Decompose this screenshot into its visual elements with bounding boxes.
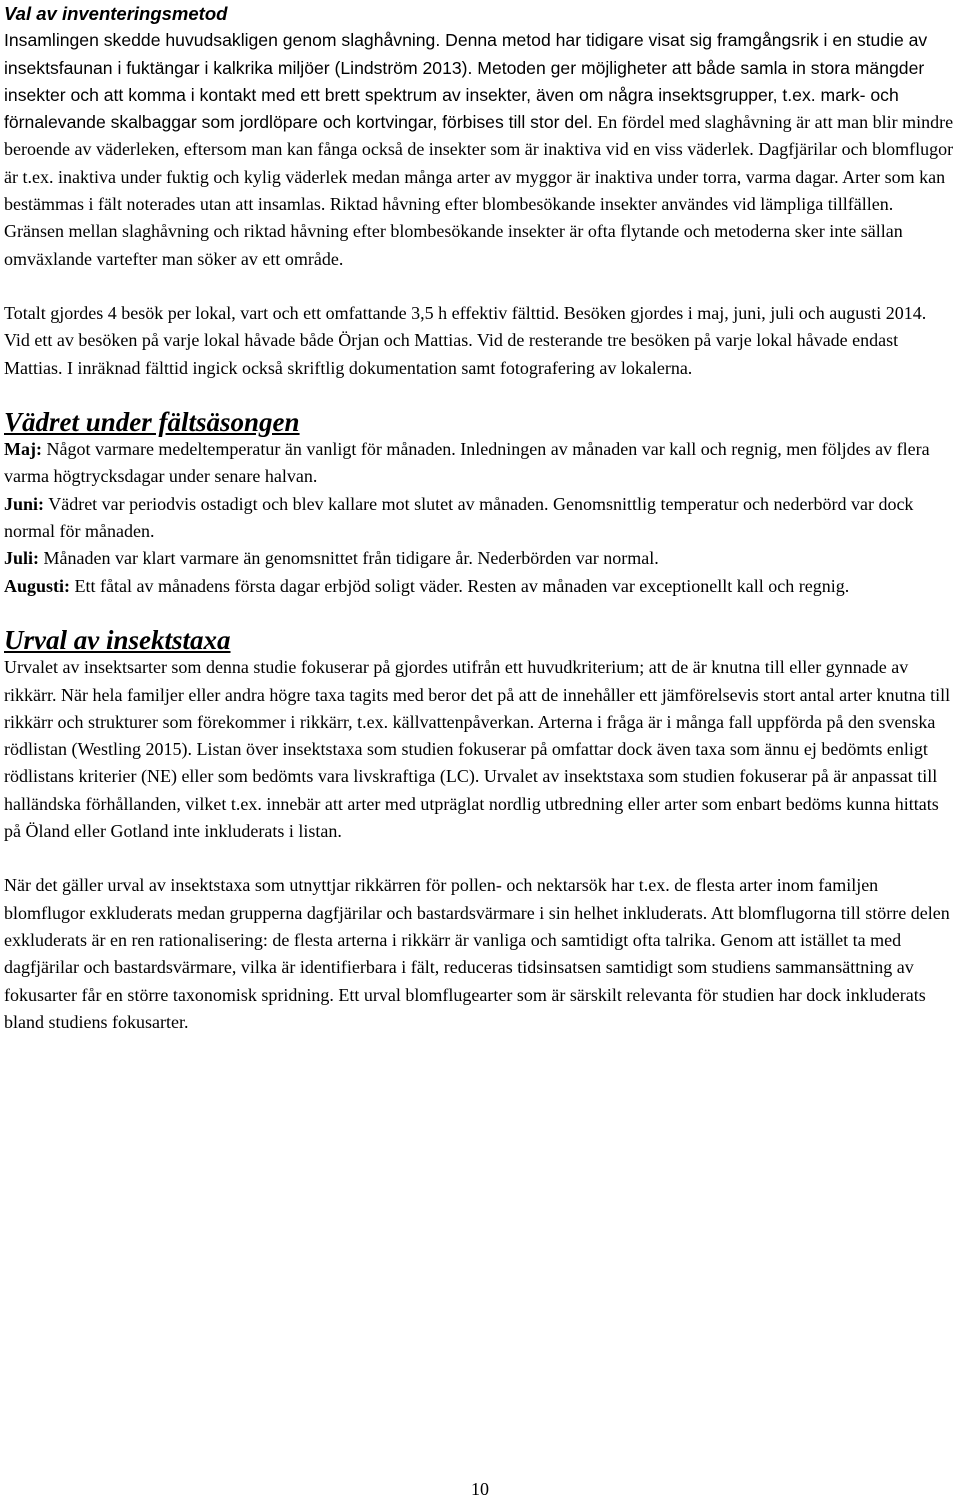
heading-inventory-method: Val av inventeringsmetod <box>4 3 228 24</box>
weather-may-text: Något varmare medeltemperatur än vanligt för månaden. Inledningen av månaden var kall och regnig, men följdes av flera varma högtrycksdagar under senare halvan. <box>4 439 930 487</box>
page-number: 10 <box>471 1479 489 1499</box>
document-page <box>4 0 956 1036</box>
section-weather <box>4 406 956 600</box>
heading-weather: Vädret under fältsäsongen <box>4 406 300 437</box>
paragraph-taxa-criteria: Urvalet av insektsarter som denna studie fokuserar på gjordes utifrån ett huvudkriterium; att de är knutna till eller gynnade av rikkärr. När hela familjer eller andra högre taxa tagits med beror det på att de innehåller ett jämförelsevis stort antal arter knutna till rikkärr och strukturer som förekommer i rikkärr, t.ex. källvattenpåverkan. Arterna i fråga är i många fall uppförda på den svenska rödlistan (Westling 2015). Listan över insektstaxa som studien fokuserar på omfattar dock även taxa som ännu ej bedömts enligt rödlistans kriterier (NE) eller som bedömts vara livskraftiga (LC). Urvalet av insektstaxa som studien fokuserar på är anpassat till halländska förhållanden, vilket t.ex. innebär att arter med utpräglat nordlig utbredning eller arter som enbart bedöms kunna hittats på Öland eller Gotland inte inkluderats i listan. <box>4 657 951 842</box>
weather-may-label: Maj: <box>4 439 42 460</box>
weather-june <box>4 491 956 546</box>
paragraph-visits: Totalt gjordes 4 besök per lokal, vart och ett omfattande 3,5 h effektiv fälttid. Besöken gjordes i maj, juni, juli och augusti 2014. Vid ett av besöken på varje lokal håvade både Örjan och Mattias. Vid de resterande tre besöken på varje lokal håvade endast Mattias. I inräknad fälttid ingick också skriftlig dokumentation samt fotografering av lokalerna. <box>4 302 927 378</box>
heading-taxa-selection: Urval av insektstaxa <box>4 624 231 655</box>
weather-june-text: Vädret var periodvis ostadigt och blev kallare mot slutet av månaden. Genomsnittlig temperatur och nederbörd var dock normal för månaden. <box>4 493 914 542</box>
section-taxa-selection <box>4 624 956 1036</box>
paragraph-taxa-pollen: När det gäller urval av insektstaxa som utnyttjar rikkärren för pollen- och nektarsök har t.ex. de flesta arter inom familjen blomflugor exkluderats medan grupperna dagfjärilar och bastardsvärmare i sin helhet inkluderats. Att blomflugorna till större delen exkluderats är en ren rationalisering: de flesta arterna i rikkärr är vanliga och samtidigt ofta talrika. Genom att istället ta med dagfjärilar och bastardsvärmare, vilka är identifierbara i fält, reduceras tidsinsatsen samtidigt som studiens sammansättning av fokusarter får en större taxonomisk spridning. Ett urval blomflugearter som är särskilt relevanta för studien har dock inkluderats bland studiens fokusarter. <box>4 875 950 1032</box>
method-text-serif: En fördel med slaghåvning är att man blir mindre beroende av väderleken, eftersom man kan fånga också de insekter som är inaktiva vid en viss väderlek. Dagfjärilar och blomflugor är t.ex. inaktiva under fuktig och kylig väderlek medan många arter av myggor är inaktiva under torra, varma dagar. Arter som kan bestämmas i fält noterades utan att insamlas. Riktad håvning efter blombesökande insekter användes vid lämpliga tillfällen. Gränsen mellan slaghåvning och riktad håvning efter blombesökande insekter är ofta flytande och metoderna sker inte sällan omväxlande vartefter man söker av ett område. <box>4 112 954 269</box>
weather-august-label: Augusti: <box>4 575 71 596</box>
section-inventory-method <box>4 0 956 382</box>
weather-july-text: Månaden var klart varmare än genomsnittet från tidigare år. Nederbörden var normal. <box>39 548 659 569</box>
method-text-sans: Insamlingen skedde huvudsakligen genom slaghåvning. Denna metod har tidigare visat sig framgångsrik i en studie av insektsfaunan i fuktängar i kalkrika miljöer (Lindström 2013). Metoden ger möjligheter att både samla in stora mängder insekter och att komma i kontakt med ett brett spektrum av insekter, även om några insektsgrupper, t.ex. mark- och förnalevande skalbaggar som jordlöpare och kortvingar, förbises till stor del. <box>4 30 928 133</box>
weather-may <box>4 436 956 491</box>
weather-july <box>4 545 956 572</box>
weather-august <box>4 573 956 600</box>
weather-july-label: Juli: <box>4 548 40 569</box>
paragraph-method-description <box>4 27 956 273</box>
weather-august-text: Ett fåtal av månadens första dagar erbjöd soligt väder. Resten av månaden var exceptionellt kall och regnig. <box>70 575 850 596</box>
weather-june-label: Juni: <box>4 493 45 514</box>
